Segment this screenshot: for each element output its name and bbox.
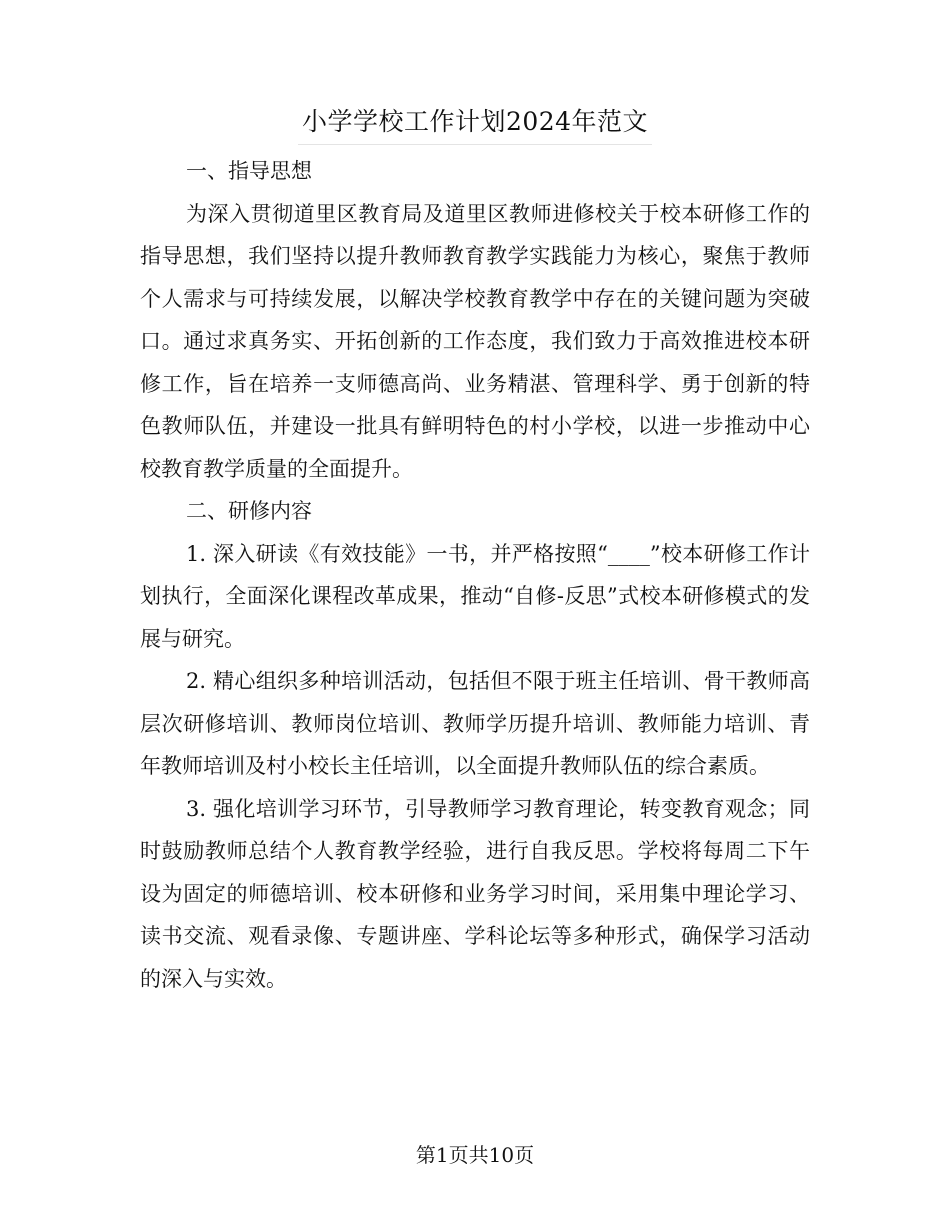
title-container [0,102,950,145]
section-heading-guiding-ideology: 一、指导思想 [186,159,312,183]
section-heading-training-content: 二、研修内容 [186,499,312,523]
paragraph-guiding-ideology: 为深入贯彻道里区教育局及道里区教师进修校关于校本研修工作的指导思想，我们坚持以提升教师教育教学实践能力为核心，聚焦于教师个人需求与可持续发展，以解决学校教育教学中存在的关键问题为突破口。通过求真务实、开拓创新的工作态度，我们致力于高效推进校本研修工作，旨在培养一支师德高尚、业务精湛、管理科学、勇于创新的特色教师队伍，并建设一批具有鲜明特色的村小学校，以进一步推动中心校教育教学质量的全面提升。 [140,201,810,481]
paragraph-item-1: 1. 深入研读《有效技能》一书，并严格按照“____”校本研修工作计划执行，全面深化课程改革成果，推动“自修-反思”式校本研修模式的发展与研究。 [140,541,810,651]
page-number-footer: 第1页共10页 [415,1143,535,1167]
paragraph-item-3: 3. 强化培训学习环节，引导教师学习教育理论，转变教育观念；同时鼓励教师总结个人教育教学经验，进行自我反思。学校将每周二下午设为固定的师德培训、校本研修和业务学习时间，采用集中理论学习、读书交流、观看录像、专题讲座、学科论坛等多种形式，确保学习活动的深入与实效。 [140,796,810,991]
document-body [140,150,810,1000]
paragraph-item-2: 2. 精心组织多种培训活动，包括但不限于班主任培训、骨干教师高层次研修培训、教师岗位培训、教师学历提升培训、教师能力培训、青年教师培训及村小校长主任培训，以全面提升教师队伍的综合素质。 [140,669,810,778]
document-title: 小学学校工作计划2024年范文 [298,102,652,145]
